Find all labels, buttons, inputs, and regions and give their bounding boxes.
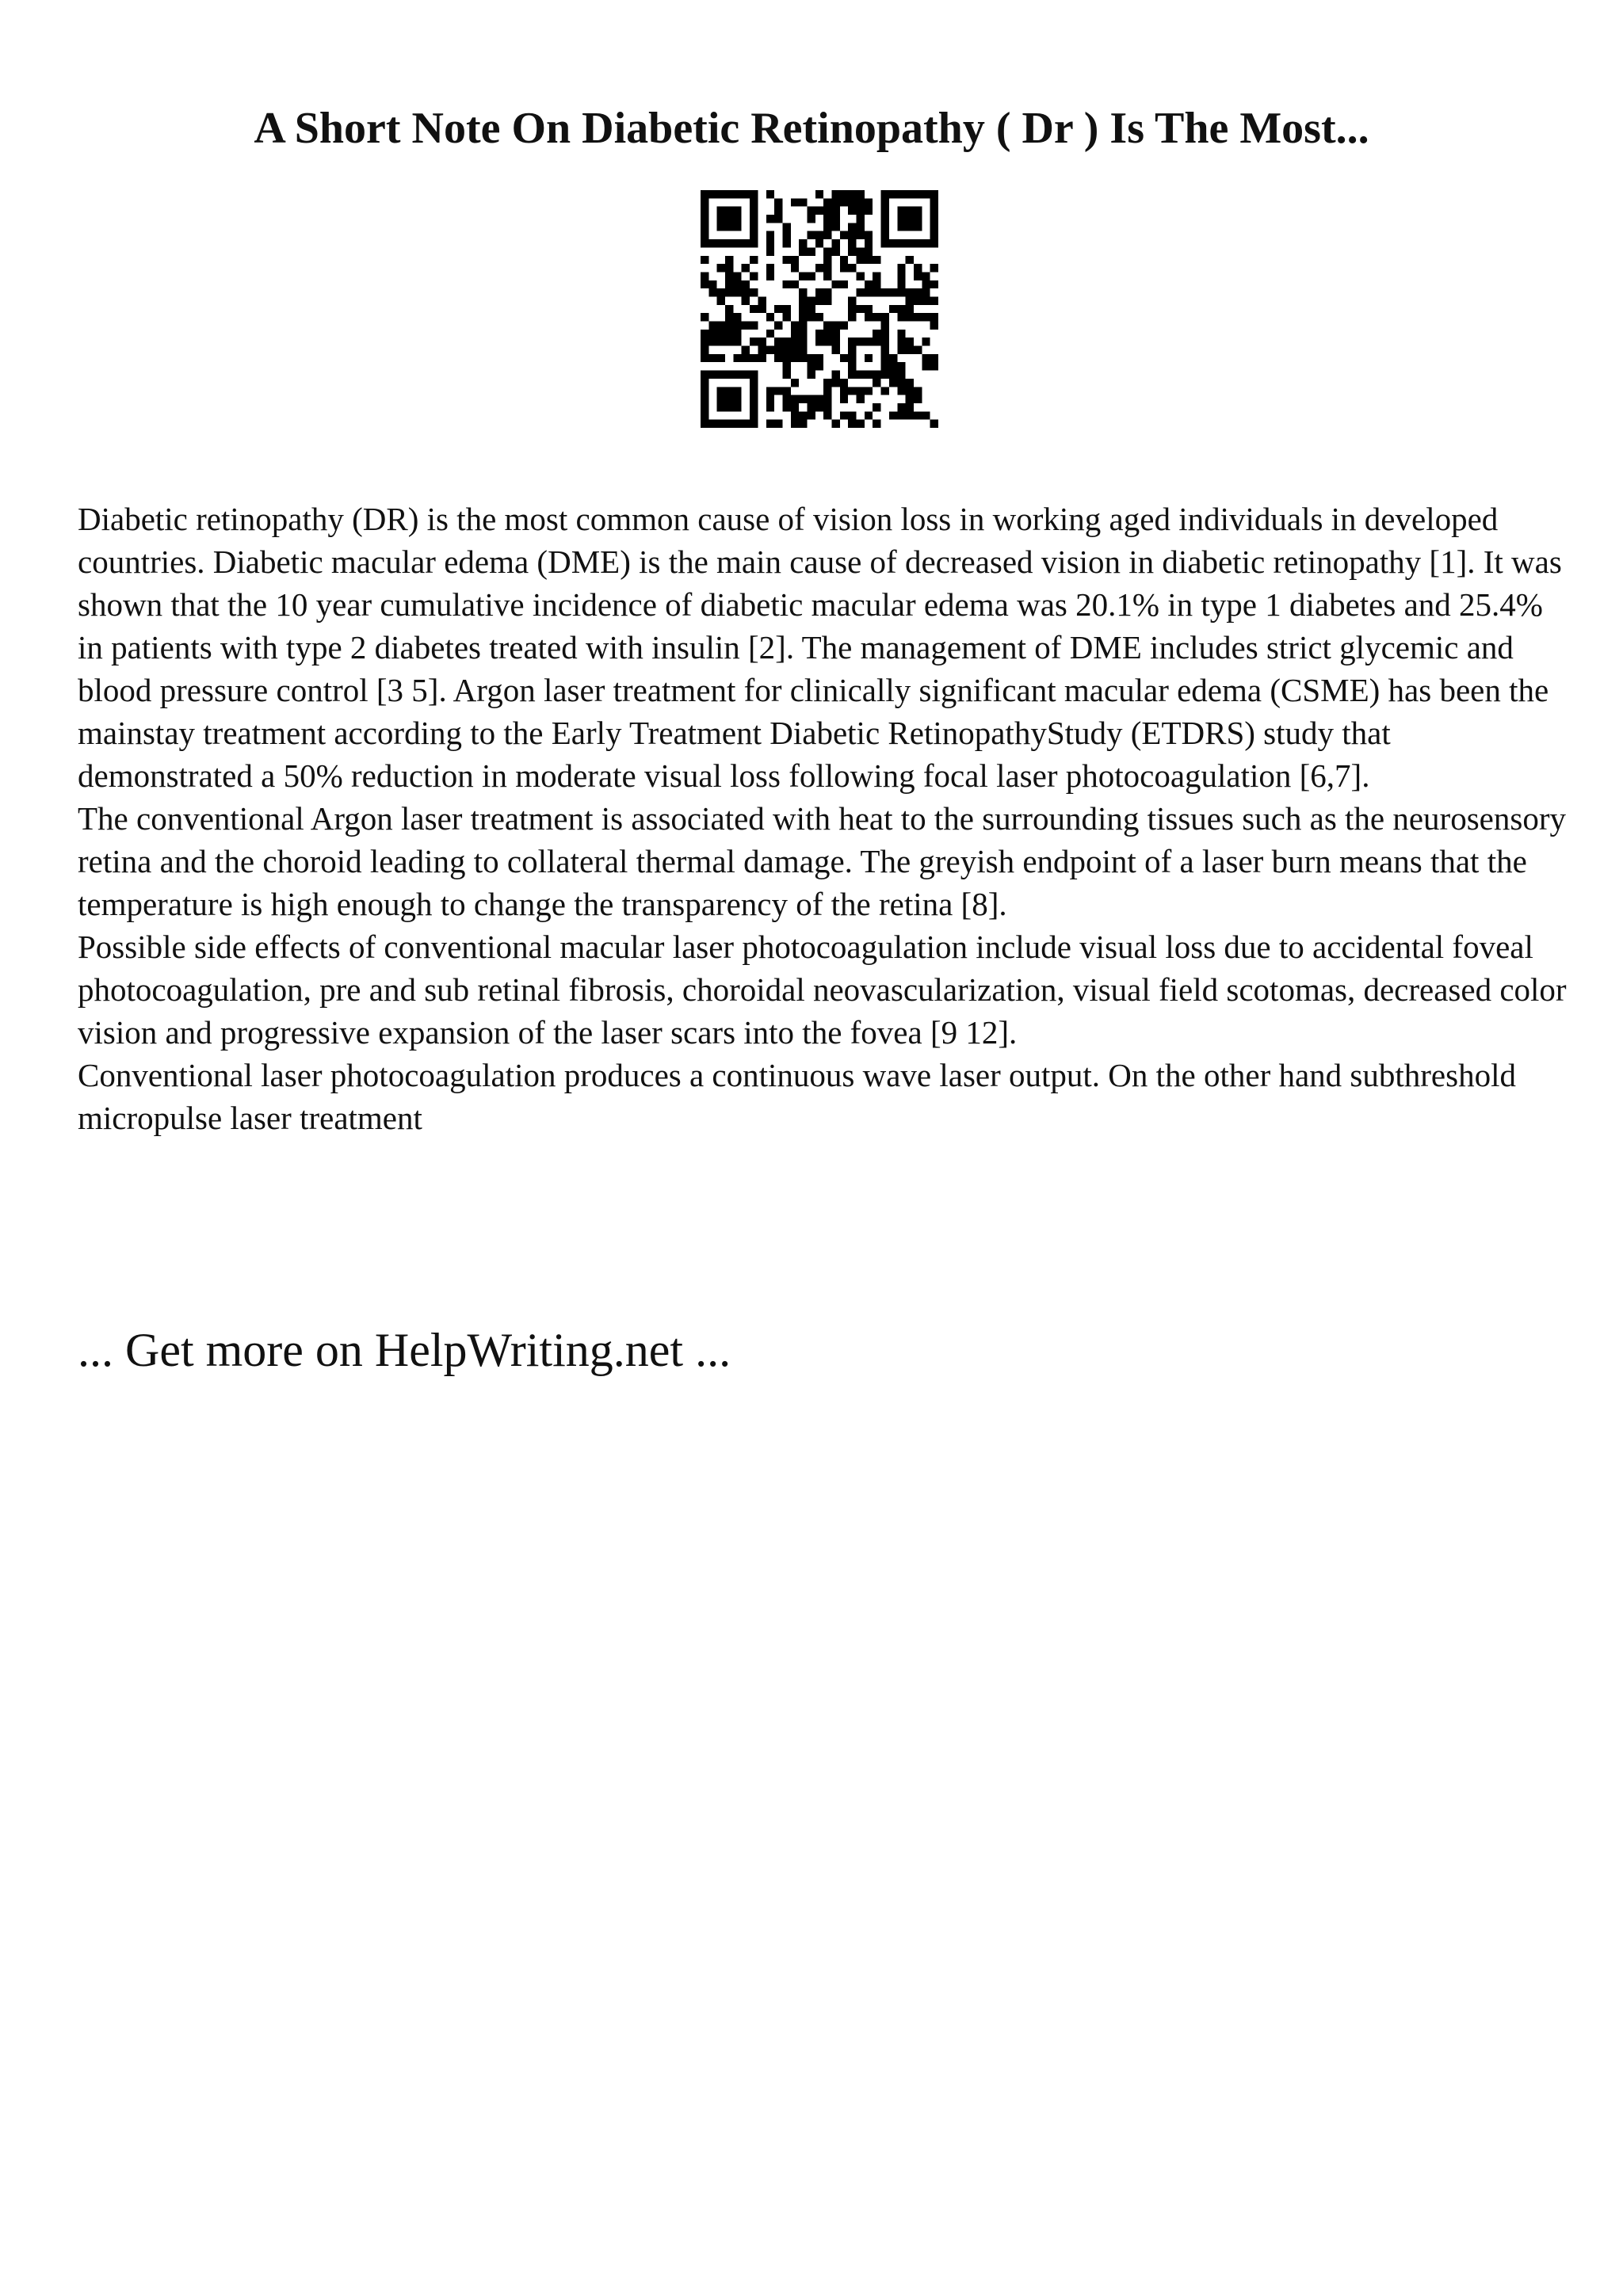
article-body: [78, 498, 1568, 1139]
paragraph: Conventional laser photocoagulation produces a continuous wave laser output. On the other hand subthreshold micropulse laser treatment: [78, 1057, 1516, 1136]
page-title: A Short Note On Diabetic Retinopathy ( Dr ) Is The Most...: [254, 104, 1369, 153]
paragraph: The conventional Argon laser treatment is associated with heat to the surrounding tissues such as the neurosensory retina and the choroid leading to collateral thermal damage. The greyish endpoint of a laser burn means that the temperature is high enough to change the transparency of the retina [8].: [78, 800, 1566, 922]
paragraph: Diabetic retinopathy (DR) is the most common cause of vision loss in working aged individuals in developed countries. Diabetic macular edema (DME) is the main cause of decreased vision in diabetic retinopathy [1]. It was shown that the 10 year cumulative incidence of diabetic macular edema was 20.1% in type 1 diabetes and 25.4% in patients with type 2 diabetes treated with insulin [2]. The management of DME includes strict glycemic and blood pressure control [3 5]. Argon laser treatment for clinically significant macular edema (CSME) has been the mainstay treatment according to the Early Treatment Diabetic RetinopathyStudy (ETDRS) study that demonstrated a 50% reduction in moderate visual loss following focal laser photocoagulation [6,7].: [78, 501, 1562, 794]
paragraph: Possible side effects of conventional macular laser photocoagulation include visual loss due to accidental foveal photocoagulation, pre and sub retinal fibrosis, choroidal neovascularization, visual field scotomas, decreased color vision and progressive expansion of the laser scars into the fovea [9 12].: [78, 929, 1567, 1051]
qr-code-icon: [701, 190, 938, 428]
get-more-link[interactable]: ... Get more on HelpWriting.net ...: [78, 1324, 731, 1376]
